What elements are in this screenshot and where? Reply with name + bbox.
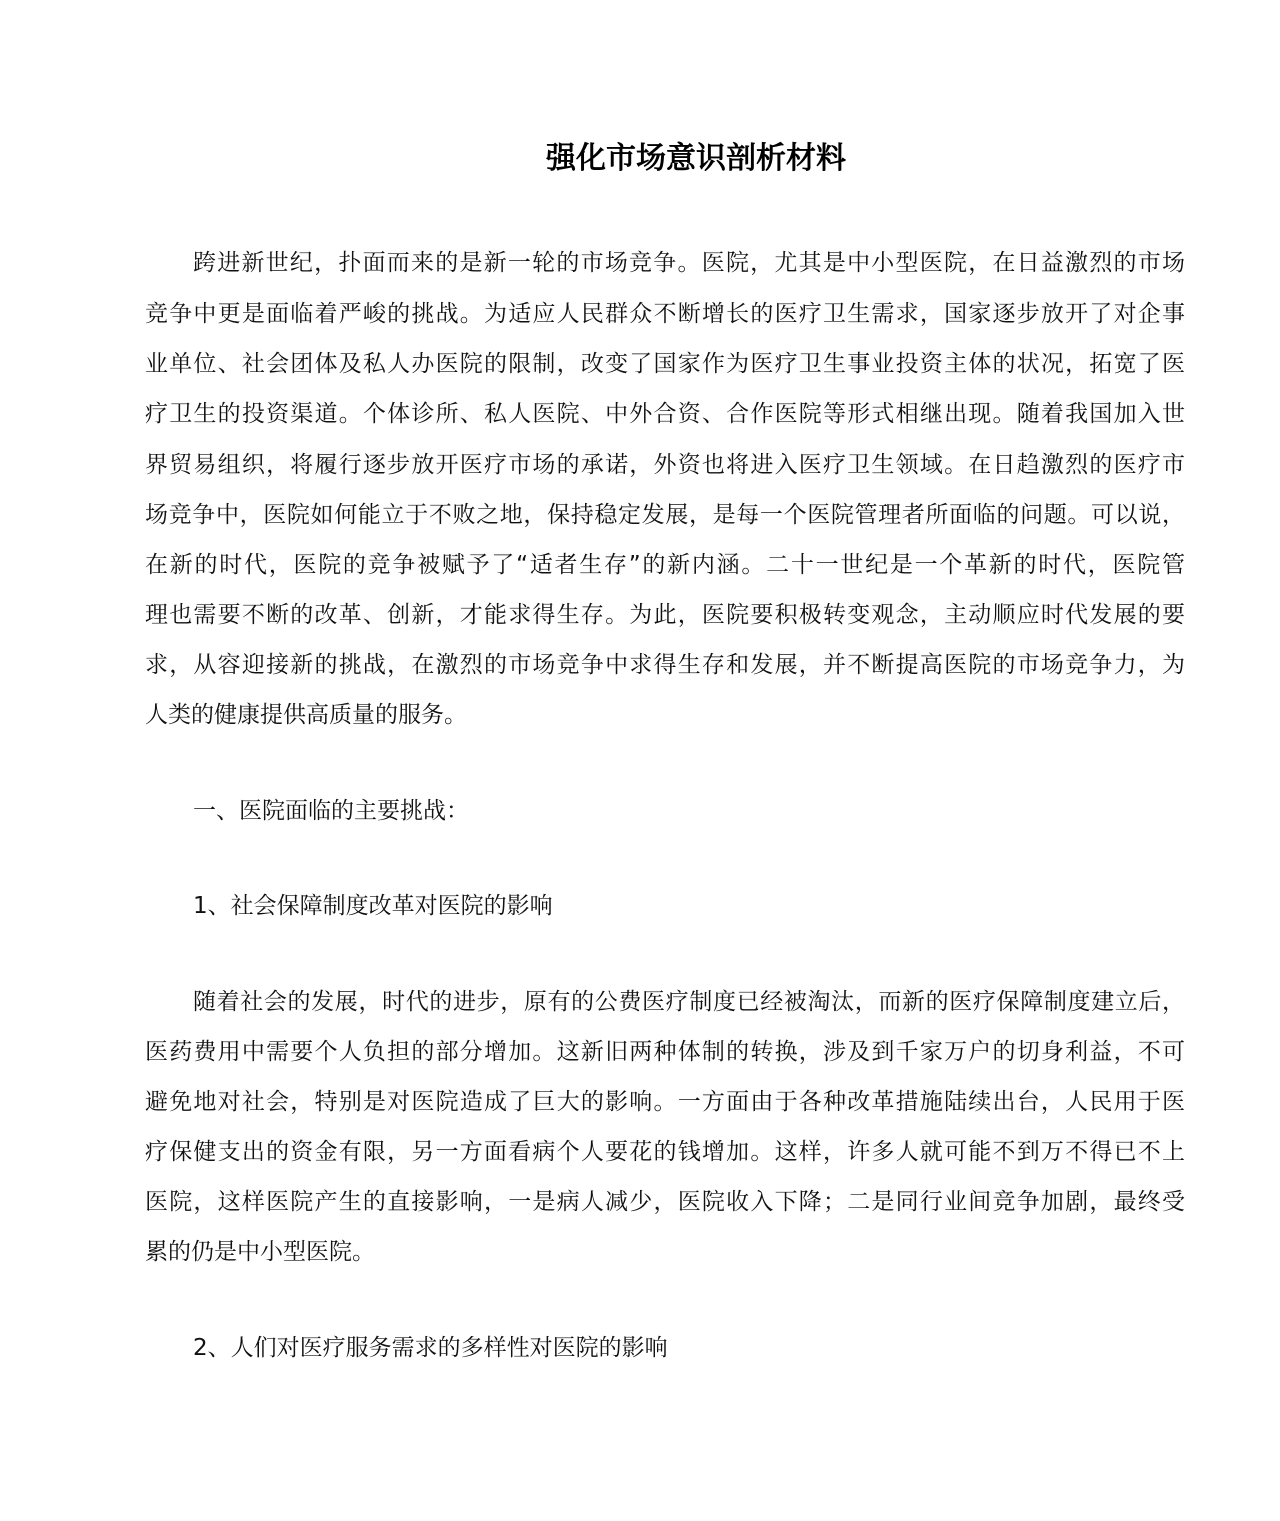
paragraph-1-line-7: 在新的时代，医院的竞争被赋予了“适者生存”的新内涵。二十一世纪是一个革新的时代，医院管 <box>145 552 1185 578</box>
paragraph-2-line-4: 疗保健支出的资金有限，另一方面看病个人要花的钱增加。这样，许多人就可能不到万不得已不上 <box>145 1139 1185 1165</box>
paragraph-1-line-4: 疗卫生的投资渠道。个体诊所、私人医院、中外合资、合作医院等形式相继出现。随着我国加入世 <box>145 401 1185 427</box>
paragraph-1-line-2: 竞争中更是面临着严峻的挑战。为适应人民群众不断增长的医疗卫生需求，国家逐步放开了对企事 <box>145 301 1185 327</box>
paragraph-2-line-2: 医药费用中需要个人负担的部分增加。这新旧两种体制的转换，涉及到千家万户的切身利益，不可 <box>145 1039 1185 1065</box>
paragraph-1-line-6: 场竞争中，医院如何能立于不败之地，保持稳定发展，是每一个医院管理者所面临的问题。可以说， <box>145 502 1185 528</box>
paragraph-1-line-5: 界贸易组织，将履行逐步放开医疗市场的承诺，外资也将进入医疗卫生领域。在日趋激烈的医疗市 <box>145 452 1185 478</box>
paragraph-1-line-1: 跨进新世纪，扑面而来的是新一轮的市场竞争。医院，尤其是中小型医院，在日益激烈的市场 <box>193 250 1185 276</box>
paragraph-1-line-9: 求，从容迎接新的挑战，在激烈的市场竞争中求得生存和发展，并不断提高医院的市场竞争力，为 <box>145 652 1185 678</box>
paragraph-1-line-3: 业单位、社会团体及私人办医院的限制，改变了国家作为医疗卫生事业投资主体的状况，拓宽了医 <box>145 351 1185 377</box>
paragraph-1-line-10: 人类的健康提供高质量的服务。 <box>145 702 467 728</box>
subsection-2-heading: 2、人们对医疗服务需求的多样性对医院的影响 <box>193 1335 668 1361</box>
paragraph-2-line-1: 随着社会的发展，时代的进步，原有的公费医疗制度已经被淘汰，而新的医疗保障制度建立后， <box>193 989 1185 1015</box>
paragraph-1-line-8: 理也需要不断的改革、创新，才能求得生存。为此，医院要积极转变观念，主动顺应时代发展的要 <box>145 602 1185 628</box>
paragraph-2-line-6: 累的仍是中小型医院。 <box>145 1239 375 1265</box>
paragraph-2-line-3: 避免地对社会，特别是对医院造成了巨大的影响。一方面由于各种改革措施陆续出台，人民用于医 <box>145 1089 1185 1115</box>
document-title: 强化市场意识剖析材料 <box>546 141 846 176</box>
paragraph-2-line-5: 医院，这样医院产生的直接影响，一是病人减少，医院收入下降；二是同行业间竞争加剧，最终受 <box>145 1189 1185 1215</box>
subsection-1-heading: 1、社会保障制度改革对医院的影响 <box>193 893 553 919</box>
section-1-heading: 一、医院面临的主要挑战： <box>193 798 469 824</box>
